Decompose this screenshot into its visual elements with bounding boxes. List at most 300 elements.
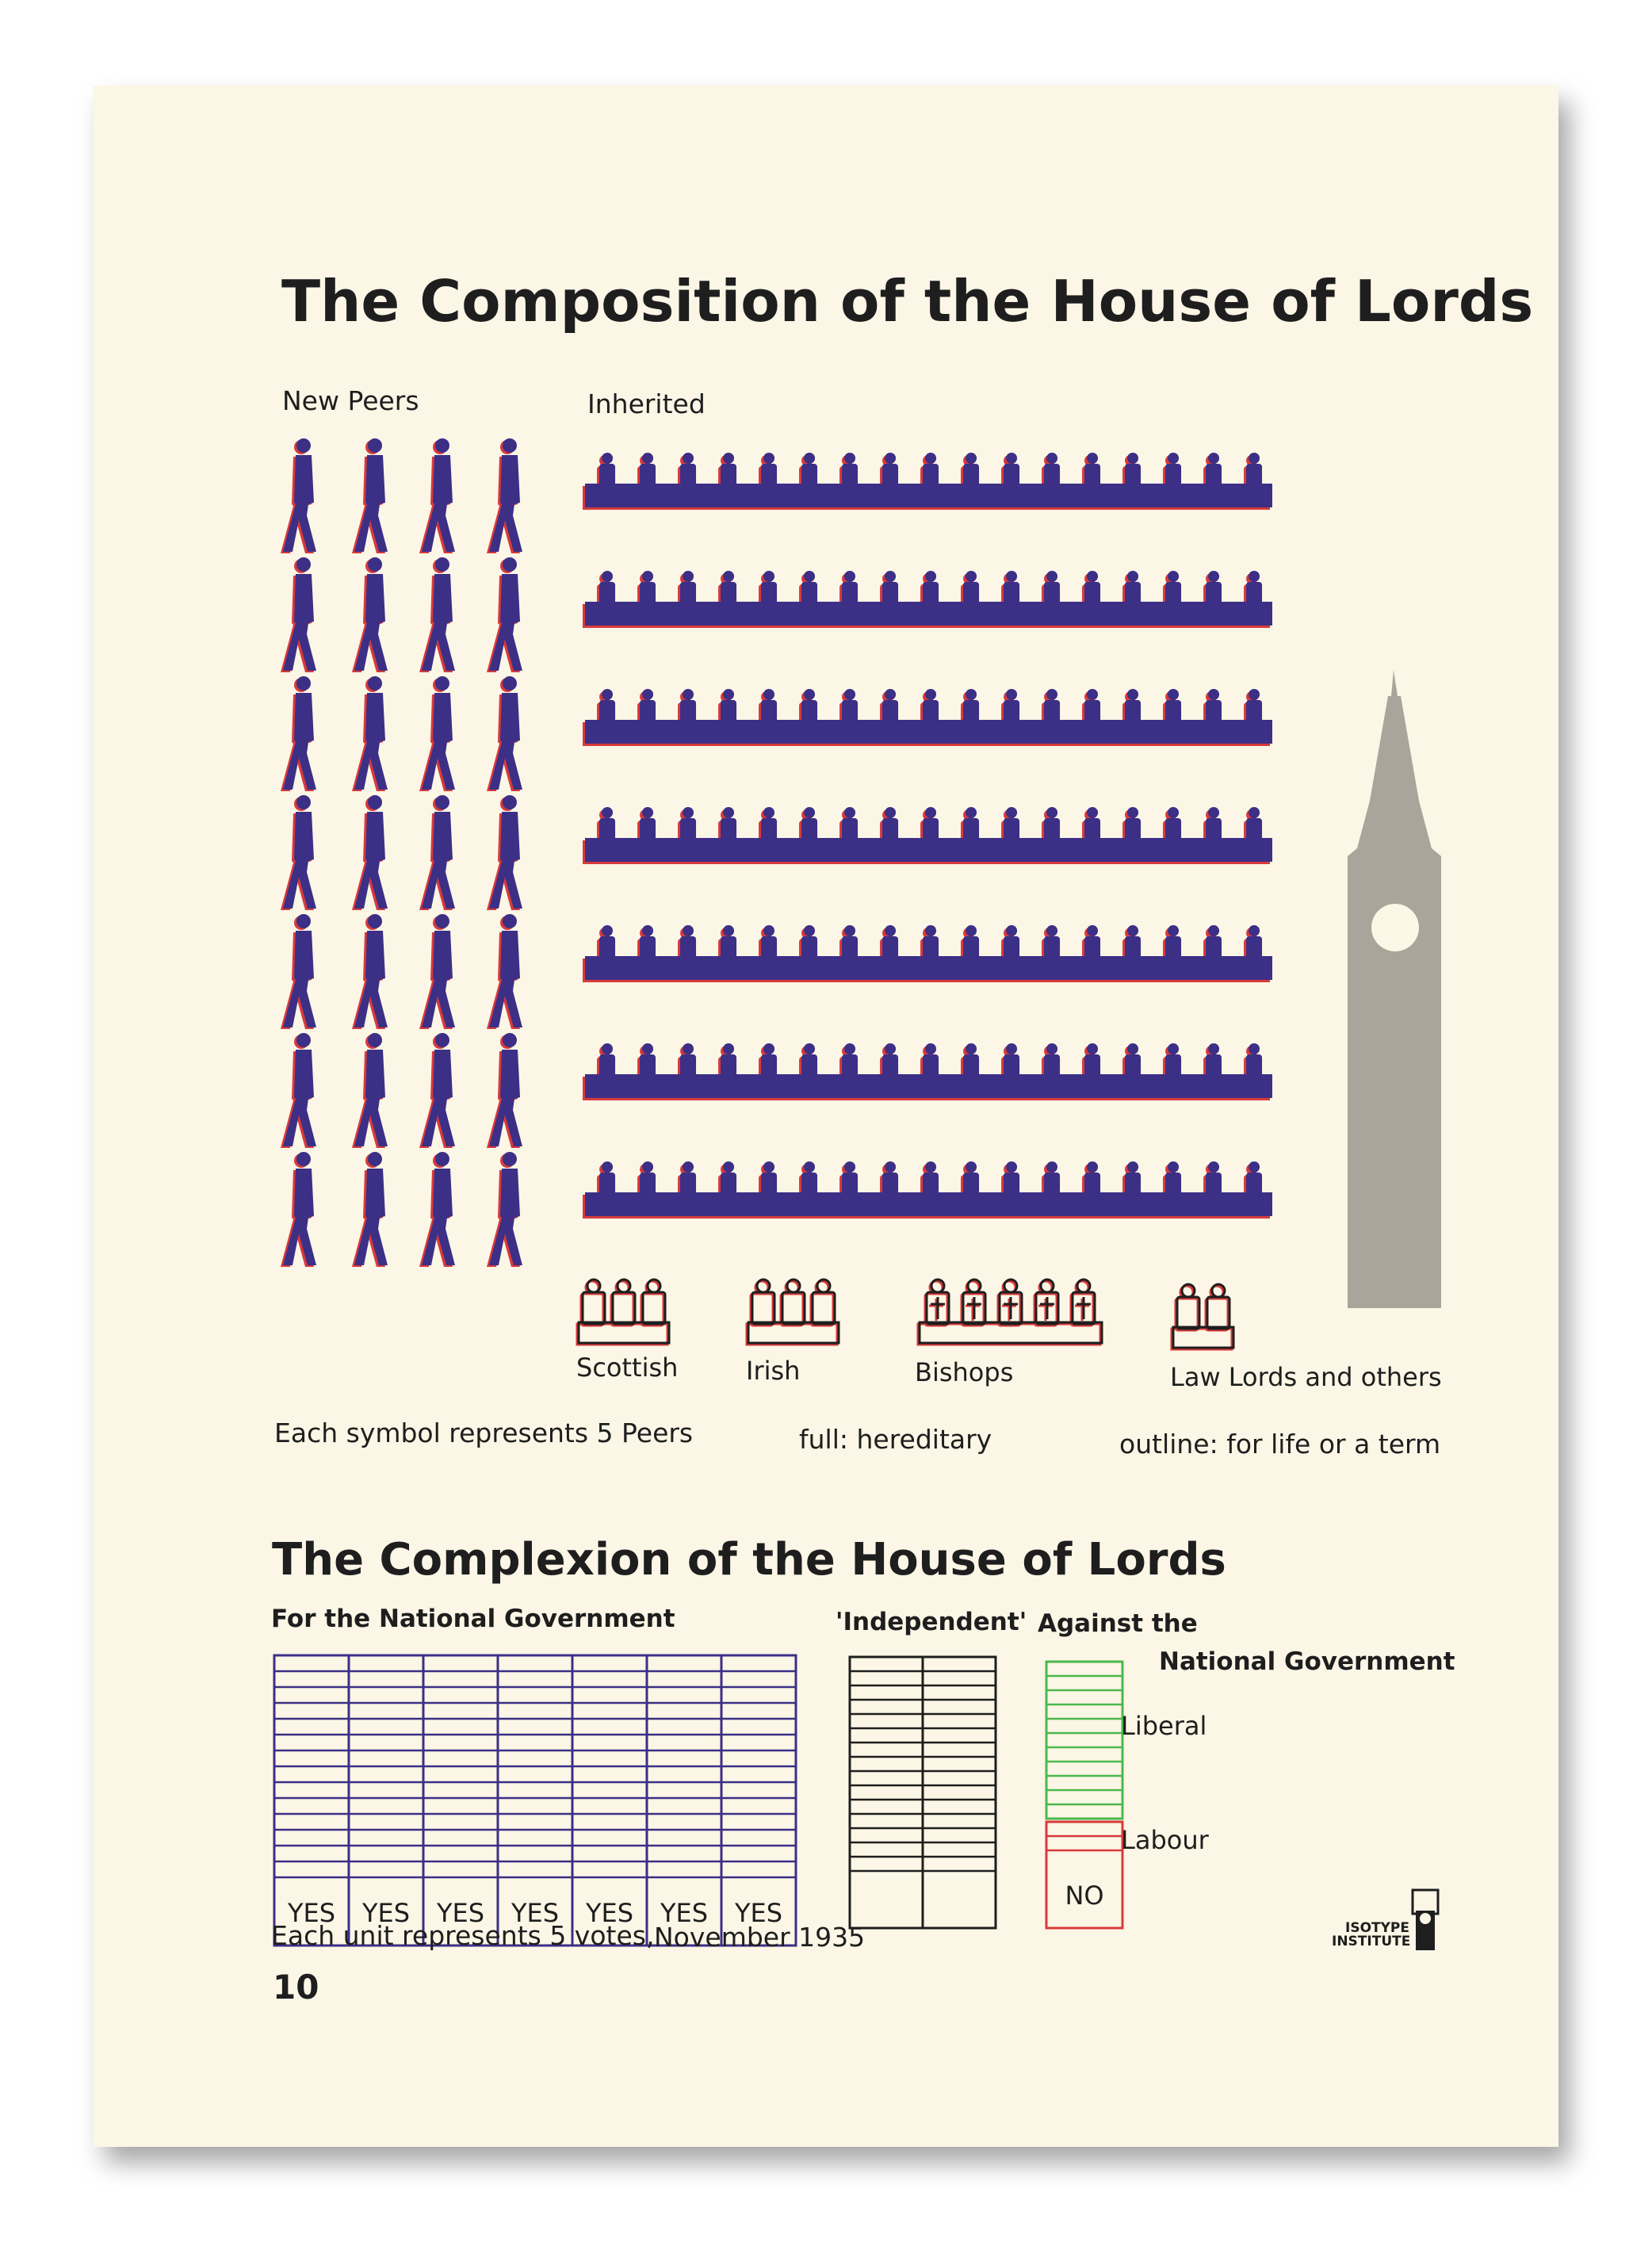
inherited-row <box>583 807 1272 864</box>
new-peer-symbol-part <box>354 557 388 671</box>
new-peer-symbol <box>281 557 316 672</box>
outline-torso <box>782 1292 805 1324</box>
seat-torso <box>640 700 656 724</box>
new-peer-symbol <box>487 1152 522 1267</box>
seat-torso <box>882 936 898 960</box>
seat-head <box>1127 689 1138 700</box>
seat-torso <box>882 818 898 842</box>
outline-torso <box>811 1294 833 1326</box>
seat-head <box>1168 453 1179 464</box>
seat-torso <box>1044 700 1060 724</box>
legend-outline: outline: for life or a term <box>1119 1429 1441 1460</box>
seat-torso <box>1165 1173 1181 1196</box>
new-peer-symbol <box>419 676 455 791</box>
seat-torso <box>640 582 656 606</box>
seat-head <box>1046 689 1057 700</box>
seat-torso <box>882 464 898 488</box>
seat-head <box>1006 807 1017 818</box>
seat-torso <box>1084 818 1100 842</box>
seat-head <box>1208 453 1219 464</box>
seat-torso <box>923 936 939 960</box>
label-government: For the National Government <box>271 1605 675 1633</box>
big-ben-tower <box>1348 670 1441 1308</box>
seat-torso <box>882 700 898 724</box>
seat-torso <box>1246 464 1262 488</box>
seat-torso <box>1044 1173 1060 1196</box>
new-peer-symbol <box>352 676 388 791</box>
outline-bench <box>747 1324 837 1345</box>
seat-head <box>1249 925 1260 936</box>
walker-head <box>296 1152 311 1166</box>
new-peer-symbol <box>419 438 455 553</box>
inherited-row-layer <box>585 925 1272 980</box>
seat-torso <box>801 1173 817 1196</box>
inherited-row <box>583 571 1272 628</box>
seat-head <box>1046 807 1057 818</box>
seat-head <box>683 1043 694 1054</box>
inherited-row <box>583 1161 1272 1219</box>
new-peer-symbol <box>487 914 522 1029</box>
seat-torso <box>1084 700 1100 724</box>
seat-head <box>1208 689 1219 700</box>
seat-torso <box>1125 1173 1141 1196</box>
seat-torso <box>721 1173 736 1196</box>
seat-head <box>804 689 815 700</box>
seat-head <box>602 925 613 936</box>
label-inherited: Inherited <box>587 388 706 419</box>
new-peer-symbol <box>281 438 316 553</box>
new-peer-symbol <box>281 676 316 791</box>
new-peer-symbol-part <box>422 438 455 552</box>
new-peer-symbol <box>487 795 522 910</box>
seat-torso <box>761 700 777 724</box>
walker-head <box>296 1033 311 1047</box>
seat-torso <box>963 464 979 488</box>
seat-torso <box>1125 464 1141 488</box>
seat-torso <box>1125 936 1141 960</box>
inherited-row-layer <box>585 689 1272 744</box>
seat-torso <box>842 1054 858 1078</box>
seat-torso <box>680 582 696 606</box>
scottish-symbols-layer <box>579 1280 669 1343</box>
seat-head <box>804 453 815 464</box>
seat-torso <box>963 818 979 842</box>
new-peer-symbol-part <box>489 557 522 671</box>
label-new-peers: New Peers <box>282 385 419 416</box>
label-labour: Labour <box>1121 1825 1209 1855</box>
seat-head <box>1127 807 1138 818</box>
seat-torso <box>923 1054 939 1078</box>
walker-head <box>296 438 311 453</box>
outline-torso <box>1177 1297 1199 1329</box>
seat-torso <box>1246 700 1262 724</box>
seat-head <box>966 689 977 700</box>
inherited-row <box>583 1043 1272 1100</box>
yes-box-label: YES <box>287 1898 336 1928</box>
new-peer-symbol-part <box>489 1152 522 1265</box>
seat-head <box>1208 1161 1219 1173</box>
seat-torso <box>680 1054 696 1078</box>
seat-torso <box>882 582 898 606</box>
outline-torso <box>1206 1299 1228 1330</box>
logo-line1: ISOTYPE <box>1345 1920 1409 1936</box>
walker-head <box>435 795 449 809</box>
seat-torso <box>1004 936 1019 960</box>
composition-title: The Composition of the House of Lords <box>281 268 1534 335</box>
seat-head <box>804 925 815 936</box>
seat-head <box>1249 453 1260 464</box>
inherited-row <box>583 925 1272 982</box>
seat-torso <box>1004 818 1019 842</box>
seat-torso <box>1246 1054 1262 1078</box>
new-peer-symbol <box>487 438 522 553</box>
yes-box-label: YES <box>734 1898 783 1928</box>
walker-head <box>296 914 311 928</box>
seat-torso <box>923 582 939 606</box>
seat-torso <box>1004 582 1019 606</box>
label-law-lords: Law Lords and others <box>1170 1362 1442 1392</box>
walker-head <box>503 438 517 453</box>
inherited-row-layer <box>585 807 1272 862</box>
seat-torso <box>1246 936 1262 960</box>
new-peer-symbol-part <box>489 438 522 552</box>
new-peer-symbol <box>352 557 388 672</box>
walker-head <box>296 795 311 809</box>
seat-head <box>602 689 613 700</box>
seat-head <box>1087 1161 1098 1173</box>
outline-torso <box>641 1294 663 1326</box>
walker-head <box>368 438 382 453</box>
seat-torso <box>599 936 615 960</box>
seat-head <box>966 1043 977 1054</box>
page-number: 10 <box>273 1968 319 2007</box>
liberal-column <box>1046 1662 1122 1819</box>
seat-head <box>925 1161 936 1173</box>
seat-head <box>642 807 653 818</box>
new-peer-symbol-part <box>489 914 522 1027</box>
new-peer-symbol-part <box>283 438 316 552</box>
seat-torso <box>801 1054 817 1078</box>
new-peer-symbol <box>352 438 388 553</box>
seat-torso <box>1004 700 1019 724</box>
new-peer-symbol-part <box>422 1033 455 1146</box>
seat-head <box>642 925 653 936</box>
seat-torso <box>1246 818 1262 842</box>
new-peer-symbol-part <box>354 795 388 909</box>
seat-torso <box>599 1173 615 1196</box>
seat-torso <box>963 700 979 724</box>
new-peer-symbol-part <box>422 557 455 671</box>
legend-full: full: hereditary <box>799 1424 992 1455</box>
seat-head <box>1208 571 1219 582</box>
seat-head <box>1127 1043 1138 1054</box>
seat-head <box>966 453 977 464</box>
seat-torso <box>1125 700 1141 724</box>
seat-torso <box>680 1173 696 1196</box>
walker-head <box>503 557 517 572</box>
label-scottish: Scottish <box>576 1352 679 1383</box>
seat-head <box>1087 571 1098 582</box>
seat-torso <box>923 700 939 724</box>
seat-torso <box>1165 700 1181 724</box>
seat-head <box>723 453 734 464</box>
seat-torso <box>761 936 777 960</box>
yes-box-label: YES <box>585 1898 634 1928</box>
new-peer-symbol <box>419 795 455 910</box>
seat-torso <box>1125 1054 1141 1078</box>
new-peer-symbol <box>352 795 388 910</box>
seat-head <box>1046 571 1057 582</box>
seat-head <box>966 807 977 818</box>
seat-head <box>1249 689 1260 700</box>
seat-torso <box>680 818 696 842</box>
label-irish: Irish <box>746 1356 801 1386</box>
outline-torso <box>581 1294 603 1326</box>
seat-head <box>1168 571 1179 582</box>
seat-torso <box>801 936 817 960</box>
seat-head <box>1127 571 1138 582</box>
composition-unit-note: Each symbol represents 5 Peers <box>274 1418 694 1448</box>
seat-head <box>804 1043 815 1054</box>
seat-head <box>642 689 653 700</box>
new-peer-symbol-part <box>489 795 522 909</box>
new-peer-symbol <box>487 557 522 672</box>
walker-head <box>435 676 449 691</box>
seat-torso <box>1044 818 1060 842</box>
outline-torso <box>583 1292 605 1324</box>
seat-torso <box>1206 818 1222 842</box>
seat-torso <box>1206 1173 1222 1196</box>
seat-head <box>925 571 936 582</box>
seat-torso <box>680 700 696 724</box>
seat-torso <box>599 582 615 606</box>
seat-head <box>1208 925 1219 936</box>
seat-head <box>1087 807 1098 818</box>
walker-head <box>435 1033 449 1047</box>
walker-head <box>368 1033 382 1047</box>
seat-head <box>1168 925 1179 936</box>
seat-torso <box>1084 582 1100 606</box>
seat-head <box>804 571 815 582</box>
seat-torso <box>761 582 777 606</box>
seat-torso <box>1165 818 1181 842</box>
seat-head <box>844 807 855 818</box>
new-peer-symbol <box>419 557 455 672</box>
outline-torso <box>752 1292 774 1324</box>
seat-head <box>602 1161 613 1173</box>
new-peer-symbol <box>487 676 522 791</box>
seat-head <box>1249 1161 1260 1173</box>
walker-head <box>296 676 311 691</box>
walker-head <box>368 914 382 928</box>
label-against-1: Against the <box>1038 1609 1198 1638</box>
seat-head <box>763 571 774 582</box>
walker-head <box>435 438 449 453</box>
seat-head <box>925 807 936 818</box>
seat-torso <box>1044 464 1060 488</box>
walker-head <box>503 1152 517 1166</box>
outline-torso <box>611 1294 633 1326</box>
seat-head <box>1006 571 1017 582</box>
walker-head <box>503 914 517 928</box>
new-peer-symbol-part <box>283 676 316 790</box>
seat-torso <box>680 464 696 488</box>
seat-head <box>844 571 855 582</box>
seat-torso <box>721 464 736 488</box>
walker-head <box>368 676 382 691</box>
seat-head <box>1168 1043 1179 1054</box>
new-peer-symbol <box>281 914 316 1029</box>
label-against-2: National Government <box>1159 1647 1455 1676</box>
seat-torso <box>761 1054 777 1078</box>
seat-head <box>1087 925 1098 936</box>
new-peer-symbol <box>352 1152 388 1267</box>
seat-torso <box>640 464 656 488</box>
seat-head <box>1046 453 1057 464</box>
law-lords-symbols <box>1172 1284 1233 1349</box>
seat-head <box>885 925 896 936</box>
seat-torso <box>1084 1173 1100 1196</box>
seat-head <box>642 571 653 582</box>
seat-head <box>966 1161 977 1173</box>
new-peer-symbol-part <box>283 1152 316 1265</box>
seat-head <box>683 807 694 818</box>
seat-torso <box>963 582 979 606</box>
seat-head <box>1168 1161 1179 1173</box>
seat-head <box>966 571 977 582</box>
outline-torso <box>751 1294 773 1326</box>
irish-symbols <box>747 1280 839 1345</box>
seat-torso <box>1206 1054 1222 1078</box>
inherited-row-layer <box>585 1161 1272 1216</box>
outline-bench <box>577 1324 667 1345</box>
new-peer-symbol-part <box>354 1152 388 1265</box>
seat-torso <box>1044 1054 1060 1078</box>
seat-torso <box>842 1173 858 1196</box>
seat-torso <box>1125 582 1141 606</box>
seat-torso <box>721 582 736 606</box>
seat-torso <box>842 818 858 842</box>
new-peer-symbol <box>352 1033 388 1148</box>
seat-head <box>844 453 855 464</box>
label-independent: 'Independent' <box>836 1608 1027 1636</box>
inherited-row <box>583 453 1272 510</box>
seat-torso <box>1165 582 1181 606</box>
inherited-row-layer <box>585 453 1272 507</box>
seat-torso <box>1246 1173 1262 1196</box>
label-bishops: Bishops <box>915 1357 1014 1387</box>
inherited-row-layer <box>585 1043 1272 1098</box>
complexion-title: The Complexion of the House of Lords <box>272 1534 1226 1586</box>
seat-torso <box>1206 936 1222 960</box>
seat-head <box>966 925 977 936</box>
seat-head <box>844 925 855 936</box>
seat-head <box>885 689 896 700</box>
logo-dot <box>1420 1913 1431 1924</box>
seat-head <box>885 453 896 464</box>
seat-head <box>804 1161 815 1173</box>
seat-head <box>804 807 815 818</box>
walker-head <box>435 914 449 928</box>
new-peer-symbol-part <box>354 438 388 552</box>
new-peer-symbol-part <box>283 795 316 909</box>
seat-torso <box>1004 1173 1019 1196</box>
seat-head <box>763 1043 774 1054</box>
outline-torso <box>781 1294 803 1326</box>
clock-face <box>1371 904 1419 951</box>
new-peer-symbol-part <box>283 557 316 671</box>
new-peer-symbol <box>419 1033 455 1148</box>
new-peer-symbol-part <box>354 1033 388 1146</box>
tower-body <box>1348 670 1441 1308</box>
seat-torso <box>761 818 777 842</box>
seat-torso <box>721 1054 736 1078</box>
inherited-row <box>583 689 1272 746</box>
seat-head <box>763 1161 774 1173</box>
seat-torso <box>1084 464 1100 488</box>
seat-head <box>602 1043 613 1054</box>
seat-head <box>642 453 653 464</box>
walker-head <box>503 676 517 691</box>
seat-head <box>1168 689 1179 700</box>
new-peer-symbol-part <box>422 1152 455 1265</box>
seat-torso <box>923 1173 939 1196</box>
seat-torso <box>1206 582 1222 606</box>
seat-head <box>1208 1043 1219 1054</box>
seat-torso <box>923 464 939 488</box>
seat-head <box>1127 925 1138 936</box>
seat-torso <box>1004 464 1019 488</box>
seat-torso <box>1246 582 1262 606</box>
seat-torso <box>680 936 696 960</box>
seat-torso <box>801 582 817 606</box>
seat-head <box>602 807 613 818</box>
seat-head <box>1046 1161 1057 1173</box>
seat-head <box>925 1043 936 1054</box>
seat-head <box>1249 1043 1260 1054</box>
walker-head <box>368 1152 382 1166</box>
irish-symbols-layer <box>748 1280 839 1343</box>
new-peer-symbol-part <box>422 795 455 909</box>
seat-torso <box>599 818 615 842</box>
no-box-label: NO <box>1065 1880 1104 1911</box>
seat-torso <box>1004 1054 1019 1078</box>
seat-torso <box>761 1173 777 1196</box>
seat-torso <box>640 1054 656 1078</box>
seat-torso <box>1206 464 1222 488</box>
seat-head <box>683 925 694 936</box>
seat-torso <box>963 1173 979 1196</box>
seat-head <box>1127 1161 1138 1173</box>
yes-box-label: YES <box>436 1898 485 1928</box>
new-peer-symbol-part <box>489 676 522 790</box>
new-peer-symbol-part <box>422 914 455 1027</box>
yes-box-label: YES <box>511 1898 560 1928</box>
seat-torso <box>801 700 817 724</box>
yes-box-label: YES <box>660 1898 709 1928</box>
walker-head <box>503 795 517 809</box>
seat-head <box>763 925 774 936</box>
new-peer-symbol-part <box>354 914 388 1027</box>
seat-torso <box>1044 582 1060 606</box>
seat-head <box>885 1161 896 1173</box>
logo-frame <box>1413 1890 1438 1914</box>
seat-head <box>1006 1043 1017 1054</box>
seat-torso <box>963 936 979 960</box>
seat-torso <box>882 1054 898 1078</box>
seat-head <box>1087 453 1098 464</box>
walker-head <box>435 1152 449 1166</box>
